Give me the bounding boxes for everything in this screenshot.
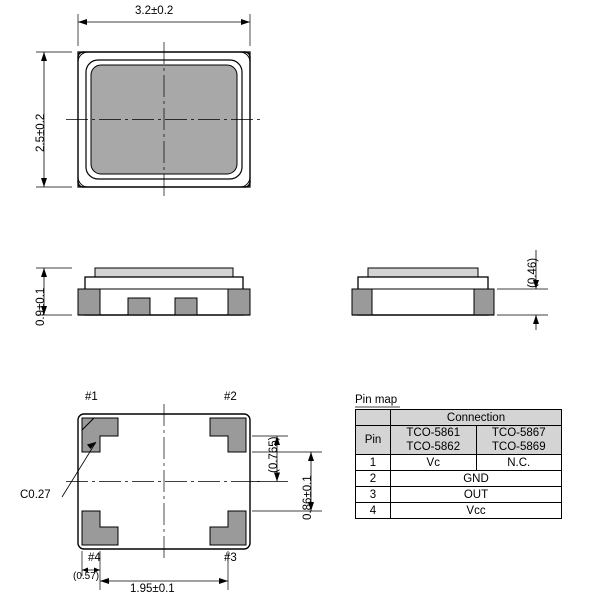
pinmap-header-col2-line2: TCO-5869 <box>491 441 546 453</box>
dim-pad-width-label: (0.57) <box>73 571 100 582</box>
pinmap-header-col2-line1: TCO-5867 <box>491 427 546 439</box>
dim-pad-pitch-y-label: 0.86±0.1 <box>302 475 314 520</box>
pinmap-conn-2: N.C. <box>476 455 562 471</box>
pinmap-header-pin: Pin <box>356 426 391 455</box>
dim-side-height-label: 0.9±0.1 <box>35 287 47 326</box>
pinmap-header-connection: Connection <box>391 410 562 426</box>
pinmap-conn-1: Vc <box>391 455 477 471</box>
dim-top-width-label: 3.2±0.2 <box>135 5 174 17</box>
pin-2-label: #2 <box>224 391 237 403</box>
pinmap-pin: 4 <box>356 503 391 519</box>
end-view-body <box>358 277 488 315</box>
top-view <box>36 14 262 198</box>
pinmap-header-col2 <box>476 426 562 455</box>
table-row <box>356 455 562 471</box>
side-view-body <box>85 277 243 315</box>
pinmap-header-col1 <box>391 426 477 455</box>
pinmap-pin: 1 <box>356 455 391 471</box>
dim-top-height-label: 2.5±0.2 <box>35 113 47 152</box>
pinmap-header-col1-line2: TCO-5862 <box>406 441 461 453</box>
pinmap-header-col1-line1: TCO-5861 <box>406 427 461 439</box>
dim-end-pad-height-label: (0.46) <box>527 257 539 288</box>
side-view-pad-center-left <box>128 298 150 315</box>
bottom-view <box>62 404 322 590</box>
pinmap-title: Pin map <box>355 394 398 406</box>
table-row <box>356 503 562 519</box>
dim-chamfer-label: C0.27 <box>20 489 51 501</box>
end-view-lid <box>368 268 478 277</box>
side-view-pad-left <box>78 289 100 315</box>
side-view-pad-right <box>228 289 250 315</box>
pinmap-header-row-1 <box>356 410 562 426</box>
pinmap-conn-1: GND <box>391 471 562 487</box>
pinmap-header-row-2 <box>356 426 562 455</box>
table-row <box>356 487 562 503</box>
pinmap-conn-1: Vcc <box>391 503 562 519</box>
dim-pad-pitch-x-label: 1.95±0.1 <box>130 583 175 595</box>
front-side-view <box>36 268 250 315</box>
pinmap-corner-cell <box>356 410 391 426</box>
end-view-pad-left <box>352 289 372 315</box>
pin-4-label: #4 <box>88 552 101 564</box>
pin-1-label: #1 <box>85 391 98 403</box>
pin-3-label: #3 <box>224 552 237 564</box>
pinmap-pin: 2 <box>356 471 391 487</box>
table-row <box>356 471 562 487</box>
side-view-lid <box>95 268 233 277</box>
side-view-pad-center-right <box>175 298 197 315</box>
dim-pad-inner-y-label: (0.765) <box>268 436 280 473</box>
end-side-view <box>352 250 548 330</box>
end-view-pad-right <box>474 289 494 315</box>
pinmap-table <box>355 409 562 519</box>
pinmap-conn-1: OUT <box>391 487 562 503</box>
pinmap-pin: 3 <box>356 487 391 503</box>
